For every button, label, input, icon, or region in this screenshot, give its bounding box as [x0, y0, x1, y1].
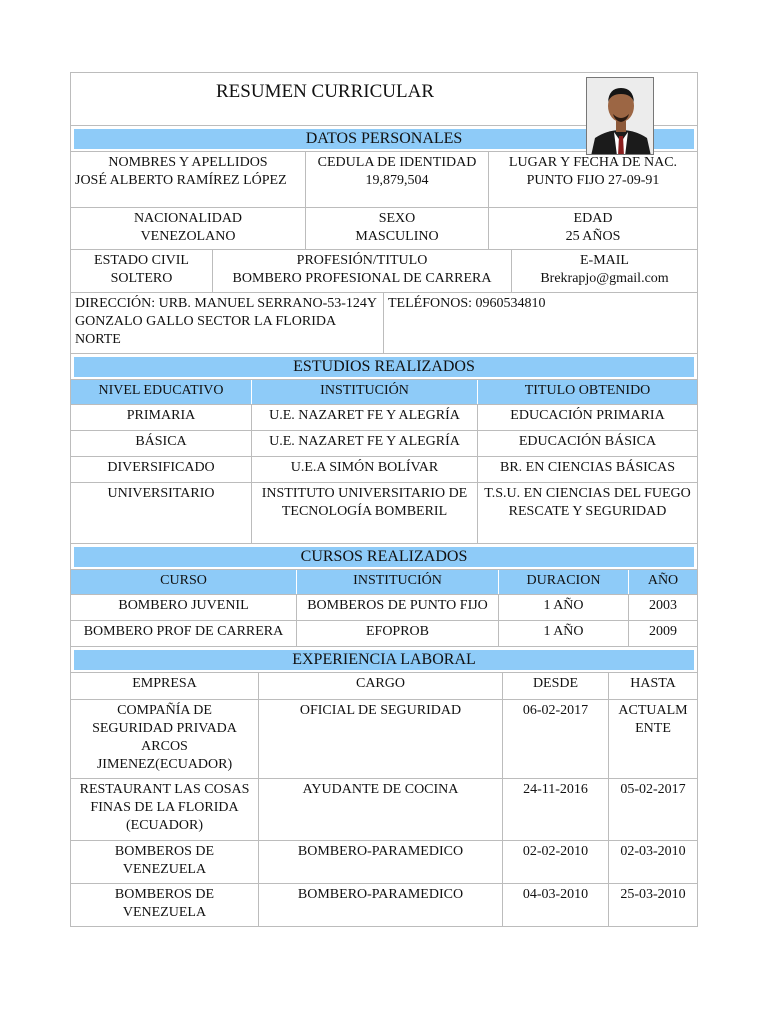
- column-header: CARGO: [259, 673, 503, 699]
- birth-cell: [489, 152, 697, 207]
- table-cell: T.S.U. EN CIENCIAS DEL FUEGO RESCATE Y SEGURIDAD: [484, 486, 691, 519]
- names-cell: [71, 152, 306, 207]
- section-courses-header: [70, 544, 698, 570]
- table-cell: 04-03-2010: [503, 884, 609, 926]
- section-studies-header: [70, 354, 698, 380]
- birth-value: PUNTO FIJO 27-09-91: [526, 173, 660, 188]
- table-cell: 2003: [649, 598, 677, 613]
- civil-cell: [71, 250, 213, 292]
- table-cell: U.E.A SIMÓN BOLÍVAR: [252, 457, 478, 482]
- id-cell: [306, 152, 489, 207]
- age-value: 25 AÑOS: [565, 229, 621, 244]
- nationality-value: VENEZOLANO: [140, 229, 236, 244]
- section-title: DATOS PERSONALES: [305, 130, 463, 147]
- table-cell: 2009: [649, 624, 677, 639]
- section-title: EXPERIENCIA LABORAL: [292, 651, 476, 668]
- personal-row-4: [70, 293, 698, 354]
- id-label: CEDULA DE IDENTIDAD: [317, 155, 477, 170]
- table-cell: BOMBEROS DE VENEZUELA: [71, 884, 259, 926]
- table-cell: EDUCACIÓN PRIMARIA: [510, 408, 665, 423]
- table-cell: BR. EN CIENCIAS BÁSICAS: [499, 460, 676, 475]
- table-cell: UNIVERSITARIO: [71, 483, 252, 543]
- civil-value: SOLTERO: [110, 271, 173, 286]
- age-label: EDAD: [573, 211, 613, 226]
- column-header: CURSO: [71, 570, 297, 594]
- section-experience-header: [70, 647, 698, 673]
- table-cell: BOMBERO JUVENIL: [71, 595, 297, 620]
- email-label: E-MAIL: [580, 253, 629, 268]
- table-cell: 1 AÑO: [499, 595, 629, 620]
- table-cell: OFICIAL DE SEGURIDAD: [259, 700, 503, 778]
- table-cell: U.E. NAZARET FE Y ALEGRÍA: [252, 405, 478, 430]
- table-cell: COMPAÑÍA DE SEGURIDAD PRIVADA ARCOS JIMENEZ(ECUADOR): [71, 700, 259, 778]
- sex-label: SEXO: [378, 211, 416, 226]
- table-cell: 24-11-2016: [503, 779, 609, 840]
- curriculum-document: [70, 72, 698, 927]
- table-cell: BOMBERO PROF DE CARRERA: [71, 621, 297, 646]
- sex-cell: [306, 208, 489, 249]
- studies-header-row: [71, 380, 697, 405]
- table-row: [71, 884, 697, 926]
- table-cell: 06-02-2017: [503, 700, 609, 778]
- table-row: [71, 431, 697, 457]
- table-cell: 1 AÑO: [499, 621, 629, 646]
- table-cell: EDUCACIÓN BÁSICA: [518, 434, 657, 449]
- personal-row-1: [70, 152, 698, 208]
- table-cell: INSTITUTO UNIVERSITARIO DE TECNOLOGÍA BOMBERIL: [252, 483, 478, 543]
- courses-header-row: [71, 570, 697, 595]
- table-row: [71, 841, 697, 884]
- table-cell: 02-02-2010: [503, 841, 609, 883]
- civil-label: ESTADO CIVIL: [94, 253, 189, 268]
- column-header: DESDE: [503, 673, 609, 699]
- sex-value: MASCULINO: [355, 229, 439, 244]
- table-cell: BOMBEROS DE VENEZUELA: [71, 841, 259, 883]
- table-row: [71, 779, 697, 841]
- table-row: [71, 405, 697, 431]
- address-cell: DIRECCIÓN: URB. MANUEL SERRANO-53-124Y GONZALO GALLO SECTOR LA FLORIDA NORTE: [71, 293, 384, 353]
- email-value: Brekrapjo@gmail.com: [540, 271, 669, 286]
- table-cell: BÁSICA: [71, 431, 252, 456]
- experience-table: [70, 673, 698, 927]
- column-header: EMPRESA: [71, 673, 259, 699]
- column-header: HASTA: [630, 676, 676, 691]
- section-title: CURSOS REALIZADOS: [300, 548, 468, 565]
- table-row: [71, 457, 697, 483]
- email-cell: [512, 250, 697, 292]
- table-cell: DIVERSIFICADO: [71, 457, 252, 482]
- column-header: DURACION: [499, 570, 629, 594]
- studies-table: [70, 380, 698, 544]
- column-header: AÑO: [647, 573, 679, 588]
- table-cell: 02-03-2010: [620, 844, 686, 859]
- profession-label: PROFESIÓN/TITULO: [296, 253, 428, 268]
- courses-table: [70, 570, 698, 647]
- nationality-cell: [71, 208, 306, 249]
- profile-photo: [586, 77, 654, 155]
- column-header: INSTITUCIÓN: [297, 570, 499, 594]
- profession-value: BOMBERO PROFESIONAL DE CARRERA: [232, 271, 492, 286]
- profession-cell: [213, 250, 512, 292]
- column-header: NIVEL EDUCATIVO: [71, 380, 252, 404]
- personal-row-3: [70, 250, 698, 293]
- column-header: TITULO OBTENIDO: [524, 383, 651, 398]
- table-row: [71, 483, 697, 543]
- document-title: RESUMEN CURRICULAR: [216, 81, 434, 102]
- id-value: 19,879,504: [365, 173, 429, 188]
- table-row: [71, 595, 697, 621]
- table-row: [71, 700, 697, 779]
- title-row: [70, 72, 698, 126]
- table-cell: 05-02-2017: [620, 782, 686, 797]
- column-header: INSTITUCIÓN: [252, 380, 478, 404]
- names-label: NOMBRES Y APELLIDOS: [108, 155, 268, 170]
- birth-label: LUGAR Y FECHA DE NAC.: [508, 155, 678, 170]
- table-cell: PRIMARIA: [71, 405, 252, 430]
- table-cell: U.E. NAZARET FE Y ALEGRÍA: [252, 431, 478, 456]
- table-cell: ACTUALM ENTE: [618, 703, 688, 736]
- experience-header-row: [71, 673, 697, 700]
- table-cell: BOMBERO-PARAMEDICO: [259, 841, 503, 883]
- names-value: JOSÉ ALBERTO RAMÍREZ LÓPEZ: [75, 173, 287, 188]
- table-cell: AYUDANTE DE COCINA: [259, 779, 503, 840]
- table-cell: 25-03-2010: [620, 887, 686, 902]
- section-title: ESTUDIOS REALIZADOS: [293, 358, 475, 375]
- age-cell: [489, 208, 697, 249]
- table-cell: RESTAURANT LAS COSAS FINAS DE LA FLORIDA (ECUADOR): [71, 779, 259, 840]
- table-row: [71, 621, 697, 646]
- table-cell: BOMBEROS DE PUNTO FIJO: [297, 595, 499, 620]
- nationality-label: NACIONALIDAD: [133, 211, 243, 226]
- phones-cell: TELÉFONOS: 0960534810: [388, 296, 546, 311]
- table-cell: EFOPROB: [297, 621, 499, 646]
- personal-row-2: [70, 208, 698, 250]
- table-cell: BOMBERO-PARAMEDICO: [259, 884, 503, 926]
